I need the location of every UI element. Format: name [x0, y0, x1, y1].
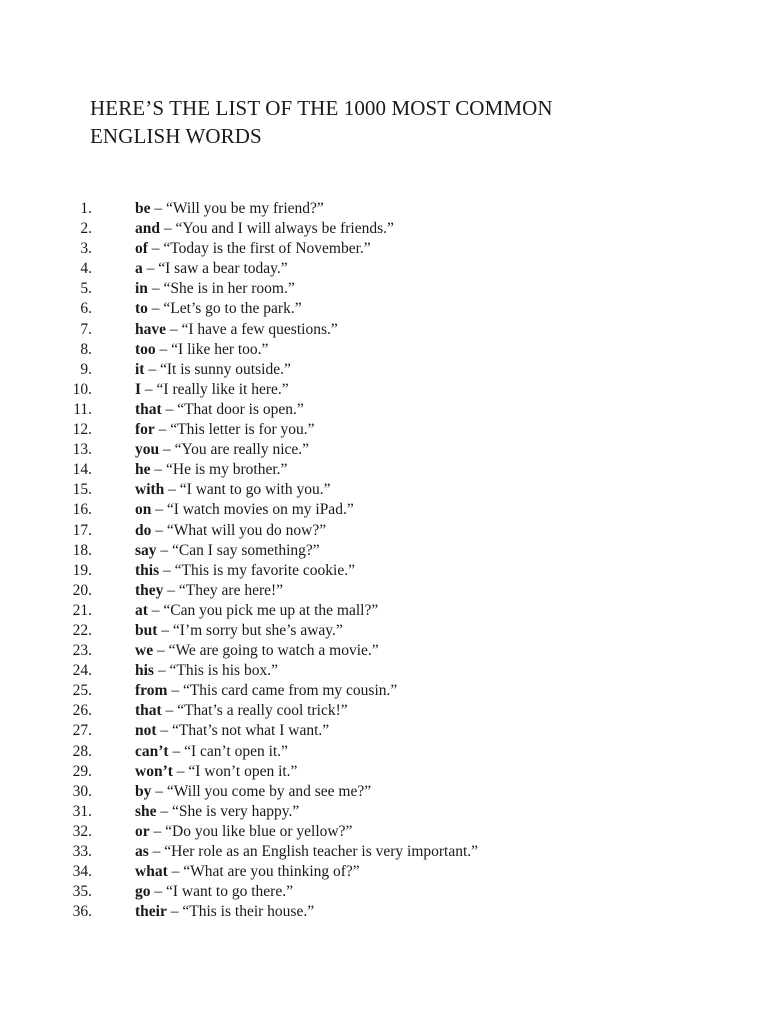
item-number: 20. — [72, 581, 92, 599]
item-word: from — [135, 682, 168, 700]
item-word: can’t — [135, 742, 169, 760]
item-example: “That’s not what I want.” — [172, 722, 330, 740]
item-number: 28. — [72, 742, 92, 760]
item-dash: – — [150, 200, 166, 217]
item-number: 16. — [72, 501, 92, 519]
item-example: “This letter is for you.” — [170, 421, 315, 439]
item-word: a — [135, 260, 143, 278]
item-word: that — [135, 702, 162, 720]
item-number: 17. — [72, 521, 92, 539]
item-entry — [135, 641, 379, 661]
item-example: “I watch movies on my iPad.” — [166, 501, 354, 519]
item-dash: – — [147, 280, 164, 298]
item-number: 13. — [72, 441, 92, 459]
item-entry — [135, 822, 352, 842]
item-word: go — [135, 883, 151, 901]
item-number: 33. — [72, 843, 92, 860]
item-number: 10. — [72, 380, 92, 398]
item-example: “This card came from my cousin.” — [182, 682, 398, 700]
item-number: 6. — [80, 300, 92, 318]
item-example: “I like her too.” — [171, 340, 269, 358]
title-line-2: ENGLISH WORDS — [90, 124, 262, 148]
item-dash: – — [160, 220, 176, 238]
item-dash: – — [144, 360, 160, 378]
item-word: but — [135, 621, 158, 639]
item-dash: – — [153, 642, 169, 660]
item-entry — [135, 259, 288, 279]
item-example: “Today is the first of November.” — [163, 240, 371, 258]
item-dash: – — [141, 380, 157, 398]
item-number: 8. — [80, 340, 92, 358]
item-dash: – — [166, 320, 182, 338]
item-entry — [135, 340, 268, 360]
item-word: he — [135, 461, 151, 479]
item-entry — [135, 701, 348, 721]
item-word: with — [135, 481, 165, 499]
item-number: 23. — [72, 642, 92, 660]
item-example: “Do you like blue or yellow?” — [165, 822, 353, 840]
item-entry — [135, 460, 287, 480]
item-word: in — [135, 280, 148, 298]
item-number: 14. — [72, 461, 92, 479]
item-dash: – — [150, 461, 166, 479]
item-number: 30. — [72, 782, 92, 800]
item-number: 5. — [80, 280, 92, 298]
item-entry — [135, 380, 289, 400]
item-number: 35. — [72, 883, 92, 901]
item-entry — [135, 279, 295, 299]
item-example: “Can I say something?” — [172, 541, 320, 559]
item-entry — [135, 420, 315, 440]
item-dash: – — [167, 863, 184, 881]
item-dash: – — [159, 441, 175, 459]
item-word: too — [135, 340, 156, 358]
item-dash: – — [156, 802, 173, 820]
item-example: “We are going to watch a movie.” — [168, 642, 379, 660]
item-dash: – — [147, 300, 164, 318]
item-entry — [135, 862, 360, 882]
item-example: “I’m sorry but she’s away.” — [172, 621, 343, 639]
item-entry — [135, 521, 326, 541]
item-example: “Will you be my friend?” — [166, 200, 324, 217]
item-example: “You are really nice.” — [174, 441, 310, 459]
item-entry — [135, 440, 309, 460]
item-number: 19. — [72, 561, 92, 579]
item-example: “This is their house.” — [182, 903, 315, 921]
item-word: at — [135, 601, 148, 619]
item-example: “Will you come by and see me?” — [166, 782, 372, 800]
item-word: on — [135, 501, 152, 519]
item-number: 15. — [72, 481, 92, 499]
item-dash: – — [161, 702, 178, 720]
item-number: 12. — [72, 421, 92, 439]
item-word: be — [135, 200, 151, 217]
item-dash: – — [147, 601, 164, 619]
item-entry — [135, 742, 288, 762]
item-entry — [135, 661, 278, 681]
item-number: 29. — [72, 762, 92, 780]
item-example: “You and I will always be friends.” — [175, 220, 394, 238]
item-entry — [135, 681, 397, 701]
item-number: 18. — [72, 541, 92, 559]
item-number: 26. — [72, 702, 92, 720]
item-word: his — [135, 662, 154, 680]
item-example: “Let’s go to the park.” — [163, 300, 302, 318]
item-entry — [135, 541, 320, 561]
item-example: “I want to go there.” — [166, 883, 293, 901]
item-example: “This is my favorite cookie.” — [174, 561, 355, 579]
item-number: 7. — [80, 320, 92, 338]
item-word: or — [135, 822, 150, 840]
item-word: she — [135, 802, 157, 820]
item-example: “This is his box.” — [169, 662, 278, 680]
item-entry — [135, 621, 343, 641]
item-word: what — [135, 863, 168, 881]
item-dash: – — [164, 481, 180, 499]
item-example: “They are here!” — [178, 581, 284, 599]
item-word: as — [135, 843, 149, 860]
item-number: 9. — [80, 360, 92, 378]
item-example: “I saw a bear today.” — [158, 260, 288, 278]
item-dash: – — [161, 400, 178, 418]
item-word: by — [135, 782, 152, 800]
item-dash: – — [156, 722, 173, 740]
item-entry — [135, 721, 329, 741]
item-entry — [135, 902, 314, 922]
item-entry — [135, 299, 302, 319]
item-entry — [135, 782, 371, 802]
item-word: for — [135, 421, 155, 439]
item-dash: – — [166, 903, 183, 921]
item-word: we — [135, 642, 154, 660]
item-word: this — [135, 561, 160, 579]
item-example: “What are you thinking of?” — [183, 863, 360, 881]
item-dash: – — [156, 541, 173, 559]
item-dash: – — [167, 682, 183, 700]
item-dash: – — [142, 260, 159, 278]
item-number: 24. — [72, 662, 92, 680]
item-example: “He is my brother.” — [166, 461, 288, 479]
item-number: 22. — [72, 621, 92, 639]
item-word: won’t — [135, 762, 173, 780]
item-entry — [135, 500, 354, 520]
item-entry — [135, 561, 355, 581]
item-word: I — [135, 380, 142, 398]
item-entry — [135, 762, 297, 782]
item-example: “Can you pick me up at the mall?” — [163, 601, 379, 619]
item-example: “She is in her room.” — [163, 280, 295, 298]
item-entry — [135, 480, 330, 500]
item-entry — [135, 842, 478, 862]
item-entry — [135, 601, 378, 621]
item-example: “I really like it here.” — [156, 380, 289, 398]
item-example: “What will you do now?” — [166, 521, 327, 539]
item-word: not — [135, 722, 157, 740]
item-entry — [135, 802, 299, 822]
item-number: 3. — [80, 240, 92, 258]
item-number: 4. — [80, 260, 92, 278]
item-number: 27. — [72, 722, 92, 740]
item-example: “I have a few questions.” — [181, 320, 338, 338]
item-dash: – — [147, 240, 164, 258]
item-dash: – — [151, 782, 167, 800]
item-word: have — [135, 320, 166, 338]
item-example: “I can’t open it.” — [184, 742, 288, 760]
item-word: you — [135, 441, 160, 459]
item-example: “I want to go with you.” — [179, 481, 331, 499]
item-word: do — [135, 521, 152, 539]
item-dash: – — [159, 561, 175, 579]
item-example: “Her role as an English teacher is very important.” — [164, 843, 479, 860]
item-word: of — [135, 240, 148, 258]
item-dash: – — [151, 501, 167, 519]
item-dash: – — [155, 340, 172, 358]
item-dash: – — [150, 883, 166, 901]
item-word: and — [135, 220, 160, 238]
item-entry — [135, 320, 338, 340]
item-dash: – — [154, 421, 171, 439]
item-word: say — [135, 541, 157, 559]
item-example: “She is very happy.” — [172, 802, 300, 820]
item-example: “That’s a really cool trick!” — [177, 702, 348, 720]
item-number: 36. — [72, 903, 92, 921]
item-word: to — [135, 300, 148, 318]
item-entry — [135, 400, 304, 420]
item-number: 2. — [80, 220, 92, 238]
item-dash: – — [149, 822, 166, 840]
item-example: “It is sunny outside.” — [159, 360, 291, 378]
item-entry — [135, 239, 371, 259]
item-word: that — [135, 400, 162, 418]
title-line-1: HERE’S THE LIST OF THE 1000 MOST COMMON — [90, 96, 553, 120]
item-word: they — [135, 581, 164, 599]
item-entry — [135, 219, 394, 239]
item-dash: – — [151, 521, 167, 539]
item-dash: – — [168, 742, 185, 760]
page-title — [90, 94, 650, 150]
item-dash: – — [148, 843, 165, 860]
item-dash: – — [157, 621, 173, 639]
item-number: 1. — [80, 200, 92, 217]
item-entry — [135, 581, 283, 601]
item-number: 31. — [72, 802, 92, 820]
item-example: “That door is open.” — [177, 400, 304, 418]
item-dash: – — [163, 581, 179, 599]
item-number: 21. — [72, 601, 92, 619]
item-number: 11. — [73, 400, 92, 418]
item-number: 34. — [72, 863, 92, 881]
item-word: their — [135, 903, 167, 921]
item-dash: – — [172, 762, 189, 780]
item-entry — [135, 882, 293, 902]
item-number: 25. — [72, 682, 92, 700]
item-dash: – — [153, 662, 170, 680]
item-entry — [135, 360, 291, 380]
item-example: “I won’t open it.” — [188, 762, 298, 780]
item-entry — [135, 199, 324, 219]
item-number: 32. — [72, 822, 92, 840]
item-word: it — [135, 360, 145, 378]
